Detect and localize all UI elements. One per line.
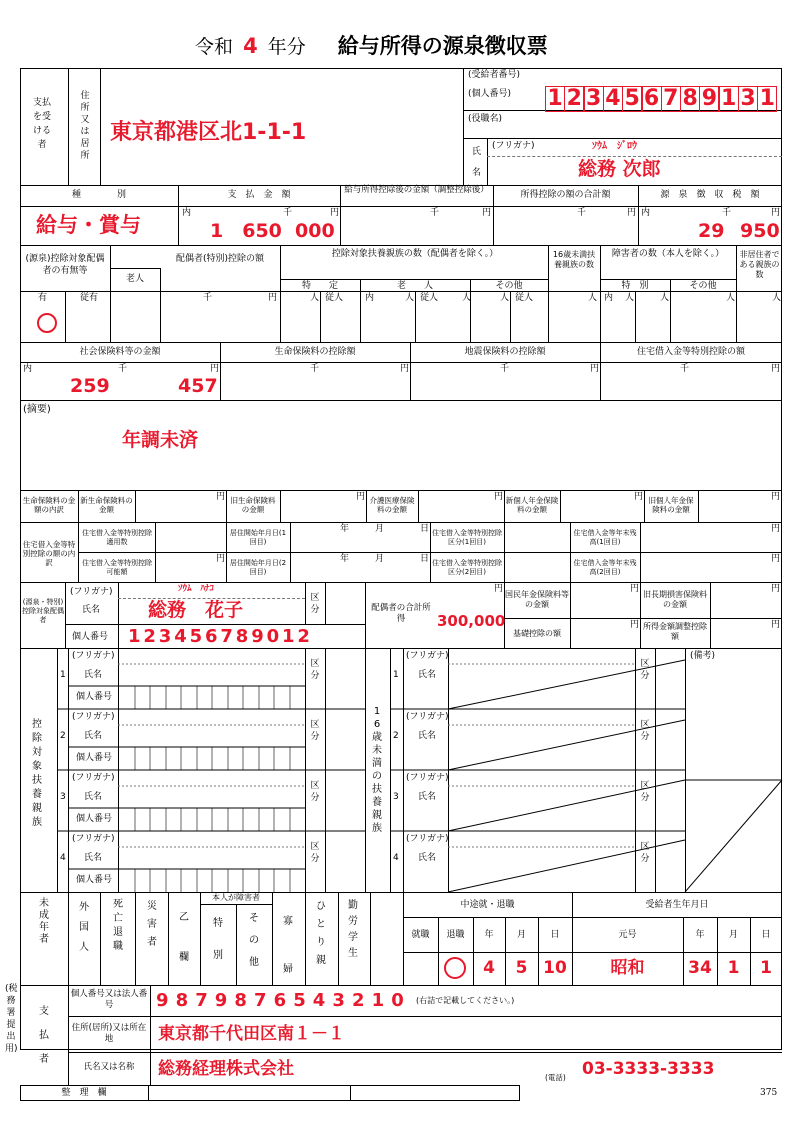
death-label: 死亡退職: [113, 899, 123, 952]
new-life-en: 円: [216, 492, 226, 502]
m-year: 4: [483, 958, 495, 978]
submission-label: (税務署提出用): [5, 984, 18, 1054]
life-sen: 千: [310, 364, 320, 374]
dependent-kubun: 区分: [310, 659, 320, 681]
payee-name: 総務 次郎: [578, 158, 661, 180]
spouse-digit: 3: [158, 626, 172, 647]
spouse-name-label: 氏名: [82, 605, 101, 615]
lt-en: 円: [771, 584, 781, 594]
disabled-label: 障害者の数（本人を除く。）: [611, 249, 725, 259]
nonresident-label: 非居住者である親族の数: [739, 250, 780, 279]
juuari-label: 従有: [80, 293, 99, 303]
possible-label: 住宅借入金等特別控除可能額: [82, 559, 152, 576]
payee-address: 東京都港区北1-1-1: [110, 120, 307, 145]
payer-digit: 7: [254, 990, 267, 1011]
u16-row-number: 3: [393, 792, 399, 802]
national-pension-label: 国民年金保険料等の金額: [505, 590, 569, 609]
payer-tel: 03-3333-3333: [582, 1059, 715, 1079]
gengou-label: 元号: [618, 930, 637, 940]
spouse-income: 300,000: [437, 612, 506, 630]
spouse-digit: 8: [235, 626, 249, 647]
minor-label: 未成年者: [39, 898, 49, 945]
dependent-name-label: 氏名: [84, 853, 103, 863]
payer-digit: 3: [332, 990, 345, 1011]
payer-name-label: 氏名又は名称: [83, 1062, 135, 1072]
midyear-label: 中途就・退職: [460, 900, 515, 910]
social-sen: 千: [118, 364, 128, 374]
bd-en: 円: [630, 620, 640, 630]
taishoku-circle: [444, 957, 466, 979]
el-jin: 人: [405, 293, 415, 303]
with-uchi: 内: [641, 208, 651, 218]
dependent-furigana-label: (フリガナ): [72, 712, 115, 722]
payer-address-label: 住所(居所)又は所在地: [71, 1023, 147, 1044]
b-day: 1: [760, 958, 772, 978]
dependent-furigana-label: (フリガナ): [72, 651, 115, 661]
move-in-1-label: 居住開始年月日(1回目): [229, 529, 287, 546]
spouse-sen: 千: [203, 293, 213, 303]
total-sen: 千: [577, 208, 587, 218]
foreign-label: 外国人: [79, 902, 89, 953]
h-withholding: 源 泉 徴 収 税 額: [660, 190, 760, 200]
spouse-digit: 0: [266, 626, 280, 647]
payer-digit: 1: [371, 990, 385, 1011]
b-day-label: 日: [761, 930, 771, 940]
m-month: 5: [515, 958, 528, 978]
hs-sen: 千: [680, 364, 690, 374]
dependent-row-number: 4: [60, 853, 66, 863]
summary-value: 年調未済: [122, 429, 199, 451]
payer-digit: 5: [293, 990, 306, 1011]
spouse-special-label: 配偶者(特別)控除の額: [175, 254, 265, 264]
b-month-label: 月: [728, 930, 738, 940]
with-en: 円: [771, 208, 781, 218]
summary-label: (摘要): [23, 404, 51, 415]
payee-digit: 5: [622, 86, 642, 112]
mi2-day: 日: [420, 554, 430, 564]
dependent-row-number: 1: [60, 670, 66, 680]
page-number: 375: [760, 1088, 778, 1098]
under16-label: 16歳未満扶養親族の数: [552, 250, 596, 269]
h-type: 種 別: [71, 190, 126, 200]
ot-juujin: 従人: [515, 293, 534, 303]
category-1-label: 住宅借入金等特別控除区分(1回目): [432, 529, 502, 546]
sonota-label: その他: [249, 913, 259, 968]
balance-1-label: 住宅借入金等年末残高(1回目): [573, 529, 637, 546]
housing-label: 住宅借入金等特別控除の額: [636, 347, 745, 357]
mi1-year: 年: [340, 524, 350, 534]
dependent-name-label: 氏名: [84, 792, 103, 802]
address-label: 住所又は居所: [80, 91, 90, 161]
with-sen: 千: [722, 208, 732, 218]
h-payment: 支 払 金 額: [227, 190, 291, 200]
spouse-digit: 1: [282, 626, 295, 647]
u16-name-label: 氏名: [418, 670, 437, 680]
dependent-pn-label: 個人番号: [76, 814, 113, 824]
payment-thousand: 1 650: [210, 220, 282, 242]
social-thousand: 259: [70, 375, 110, 397]
spouse-pn-label: 個人番号: [72, 632, 109, 642]
hs-en: 円: [771, 364, 781, 374]
elderly-label: 老人: [125, 274, 144, 284]
b-era: 昭和: [610, 958, 645, 978]
spouse-digit: 7: [220, 626, 233, 647]
payer-digit: 7: [195, 990, 208, 1011]
spouse-furigana: ｿｳﾑ ﾊﾅｺ: [178, 584, 215, 594]
b-year-label: 年: [695, 930, 705, 940]
u16-furigana-label: (フリガナ): [406, 651, 449, 661]
social-en: 円: [210, 364, 220, 374]
move-in-2-label: 居住開始年月日(2回目): [229, 559, 287, 576]
payee-digit: 6: [642, 86, 662, 112]
tokubetsu-label: 特別: [213, 918, 223, 961]
dependent-name-label: 氏名: [84, 670, 103, 680]
elderly2-label: 老 人: [396, 281, 433, 291]
el-jin2: 人: [462, 293, 472, 303]
u16-jin: 人: [588, 293, 598, 303]
dependent-kubun: 区分: [310, 720, 320, 742]
spouse-digit: 9: [251, 626, 264, 647]
payee-label: 支払を受ける者: [32, 98, 51, 150]
payer-digit: 6: [273, 990, 287, 1011]
after-sen: 千: [430, 208, 440, 218]
other-label: その他: [495, 281, 523, 291]
payer-digit: 8: [234, 990, 247, 1011]
payee-digit: 3: [584, 86, 604, 112]
dependent-pn-label: 個人番号: [76, 753, 113, 763]
sp2-jin: 人: [625, 293, 635, 303]
dependent-name-label: 氏名: [84, 731, 103, 741]
name-label-2: 名: [472, 168, 482, 178]
u16-kubun: 区分: [640, 659, 650, 681]
mi1-month: 月: [375, 524, 385, 534]
payer-digit: 8: [175, 990, 189, 1011]
spouse-kubun: 区分: [310, 593, 320, 615]
applicable-label: 住宅借入金等特別控除適用数: [82, 529, 152, 546]
dependent-row-number: 3: [60, 792, 66, 802]
spouse-en: 円: [268, 293, 278, 303]
payer-digit: 9: [156, 990, 169, 1011]
u16-row-number: 2: [393, 731, 399, 741]
taishoku-label: 退職: [446, 930, 465, 940]
spouse-furigana-label: (フリガナ): [70, 587, 113, 597]
sp-jin: 人: [310, 293, 320, 303]
payer-name: 総務経理株式会社: [158, 1059, 294, 1079]
b2-en: 円: [771, 554, 781, 564]
basic-deduction-label: 基礎控除の額: [513, 629, 561, 638]
new-life-label: 新生命保険料の金額: [80, 496, 133, 514]
u16-name-label: 氏名: [418, 731, 437, 741]
sp2-jin2: 人: [660, 293, 670, 303]
social-yen: 457: [178, 375, 218, 397]
spouse-name: 総務 花子: [148, 599, 244, 621]
u16-furigana-label: (フリガナ): [406, 773, 449, 783]
ot-jin: 人: [500, 293, 510, 303]
old-life-en: 円: [356, 492, 366, 502]
new-pension-en: 円: [634, 492, 644, 502]
payer-digit: 2: [352, 990, 365, 1011]
spouse-income-en: 円: [494, 584, 504, 594]
payer-digit: 0: [391, 990, 404, 1011]
payment-en: 円: [330, 208, 340, 218]
under16-dependents-label: 16歳未満の扶養親族: [372, 706, 382, 834]
m-month-label: 月: [516, 930, 526, 940]
withholding-yen: 950: [740, 220, 780, 242]
spouse-income-label: 配偶者の合計所得: [371, 603, 431, 624]
payer-number-note: (右詰で記載してください。): [416, 996, 515, 1005]
title: 給与所得の源泉徴収票: [337, 34, 548, 58]
b1-en: 円: [771, 524, 781, 534]
nr-jin: 人: [772, 293, 782, 303]
payee-digit: 1: [719, 86, 739, 112]
care-label: 介護医療保険料の金額: [369, 496, 415, 514]
longterm-label: 旧長期損害保険料の金額: [643, 590, 707, 609]
el-uchi: 内: [365, 293, 375, 303]
birth-label: 受給者生年月日: [645, 900, 709, 910]
payee-digit: 1: [757, 86, 777, 112]
shuushoku-label: 就職: [411, 930, 430, 940]
eq-sen: 千: [500, 364, 510, 374]
special-label: 特 別: [621, 281, 649, 291]
mi2-month: 月: [375, 554, 385, 564]
spouse-digit: 1: [128, 626, 141, 647]
ari-label: 有: [38, 293, 48, 303]
payer-number-label: 個人番号又は法人番号: [70, 989, 148, 1010]
el-juujin: 従人: [420, 293, 439, 303]
dependents-count-label: 控除対象扶養親族の数（配偶者を除く。）: [331, 249, 499, 259]
student-label: 勤労学生: [348, 900, 358, 959]
total-en: 円: [627, 208, 637, 218]
seiri-label: 整 理 欄: [61, 1088, 107, 1098]
payee-digit: 9: [699, 86, 719, 112]
dependent-kubun: 区分: [310, 781, 320, 803]
h-total-deduction: 所得控除の額の合計額: [520, 190, 611, 200]
furigana-label: (フリガナ): [492, 141, 535, 151]
payer-digit: 9: [214, 990, 228, 1011]
personal-number-label: (個人番号): [468, 89, 512, 99]
category-2-label: 住宅借入金等特別控除区分(2回目): [432, 559, 502, 576]
payee-digit: 8: [680, 86, 700, 112]
b-month: 1: [727, 958, 740, 978]
spouse-digit: 2: [297, 626, 310, 647]
name-label-1: 氏: [472, 147, 482, 157]
u16-furigana-label: (フリガナ): [406, 834, 449, 844]
social-insurance-label: 社会保険料等の金額: [79, 347, 161, 357]
life-insurance-label: 生命保険料の控除額: [274, 347, 356, 357]
position-label: (役職名): [468, 114, 503, 124]
single-parent-label: ひとり親: [316, 901, 326, 966]
old-life-label: 旧生命保険料の金額: [230, 496, 276, 514]
payer-digit: 4: [312, 990, 326, 1011]
remarks-label: (備考): [690, 651, 716, 661]
other2-label: その他: [689, 281, 717, 291]
payee-digit: 1: [545, 86, 565, 112]
dependent-furigana-label: (フリガナ): [72, 834, 115, 844]
u16-kubun: 区分: [640, 781, 650, 803]
payment-sen: 千: [283, 208, 293, 218]
spouse-digit: 2: [143, 626, 156, 647]
payee-digit: 7: [661, 86, 681, 112]
payee-digit: 2: [564, 86, 584, 112]
spouse-label: (源泉・特別)控除対象配偶者: [22, 598, 64, 624]
payer-address: 東京都千代田区南１－１: [158, 1024, 345, 1044]
ia-en: 円: [771, 620, 781, 630]
payee-digit: 4: [603, 86, 623, 112]
specific-label: 特 定: [301, 281, 338, 291]
m-year-label: 年: [484, 930, 494, 940]
np-en: 円: [630, 584, 640, 594]
housing-detail-label: 住宅借入金等特別控除の額の内訳: [22, 540, 76, 567]
year-value: 4: [243, 34, 258, 58]
mi2-year: 年: [340, 554, 350, 564]
u16-furigana-label: (フリガナ): [406, 712, 449, 722]
type-value: 給与・賞与: [36, 213, 141, 237]
ot2-jin: 人: [726, 293, 736, 303]
earthquake-label: 地震保険料の控除額: [464, 347, 546, 357]
u16-row-number: 4: [393, 853, 399, 863]
disaster-label: 災害者: [147, 901, 157, 948]
widow-label: 寡婦: [283, 916, 293, 975]
sp2-uchi: 内: [604, 293, 614, 303]
m-day-label: 日: [550, 930, 560, 940]
mi1-day: 日: [420, 524, 430, 534]
recipient-number-label: (受給者番号): [468, 70, 521, 80]
care-en: 円: [494, 492, 504, 502]
payment-yen: 000: [295, 220, 335, 242]
h-after-deduction: 給与所得控除後の金額（調整控除後）: [344, 185, 489, 195]
spouse-digit: 4: [174, 626, 187, 647]
sp-juujin: 従人: [325, 293, 344, 303]
payee-digit: 3: [738, 86, 758, 112]
dependent-pn-label: 個人番号: [76, 875, 113, 885]
balance-2-label: 住宅借入金等年末残高(2回目): [573, 559, 637, 576]
after-en: 円: [482, 208, 492, 218]
deductible-dependents-label: 控除対象扶養親族: [32, 719, 42, 828]
m-day: 10: [543, 958, 567, 978]
u16-name-label: 氏名: [418, 853, 437, 863]
income-adjust-label: 所得金額調整控除額: [643, 622, 707, 641]
old-pension-en: 円: [771, 492, 781, 502]
possible-en: 円: [216, 554, 226, 564]
otsu-label: 乙欄: [179, 912, 189, 963]
dependent-pn-label: 個人番号: [76, 692, 113, 702]
u16-row-number: 1: [393, 670, 399, 680]
eq-en: 円: [590, 364, 600, 374]
life-detail-label: 生命保険料の金額の内訳: [22, 496, 76, 514]
old-pension-label: 旧個人年金保険料の金額: [648, 496, 694, 514]
disabled-self-label: 本人が障害者: [212, 893, 260, 902]
dependent-row-number: 2: [60, 731, 66, 741]
withholding-thousand: 29: [698, 220, 725, 242]
dependent-kubun: 区分: [310, 842, 320, 864]
life-en: 円: [400, 364, 410, 374]
u16-kubun: 区分: [640, 842, 650, 864]
spouse-presence-label: (源泉)控除対象配偶者の有無等: [25, 254, 105, 276]
tel-label: (電話): [545, 1073, 566, 1082]
year-suffix: 年分: [267, 36, 306, 58]
spouse-digit: 6: [205, 626, 218, 647]
u16-name-label: 氏名: [418, 792, 437, 802]
dependent-furigana-label: (フリガナ): [72, 773, 115, 783]
social-uchi: 内: [23, 364, 33, 374]
payee-furigana: ｿｳﾑ ｼﾞﾛｳ: [592, 141, 637, 152]
payment-uchi: 内: [182, 208, 192, 218]
payer-label: 支払者: [39, 1006, 49, 1065]
b-year: 34: [688, 958, 712, 978]
u16-kubun: 区分: [640, 720, 650, 742]
era: 令和: [195, 36, 234, 58]
spouse-digit: 5: [189, 626, 203, 647]
new-pension-label: 新個人年金保険料の金額: [505, 496, 559, 514]
